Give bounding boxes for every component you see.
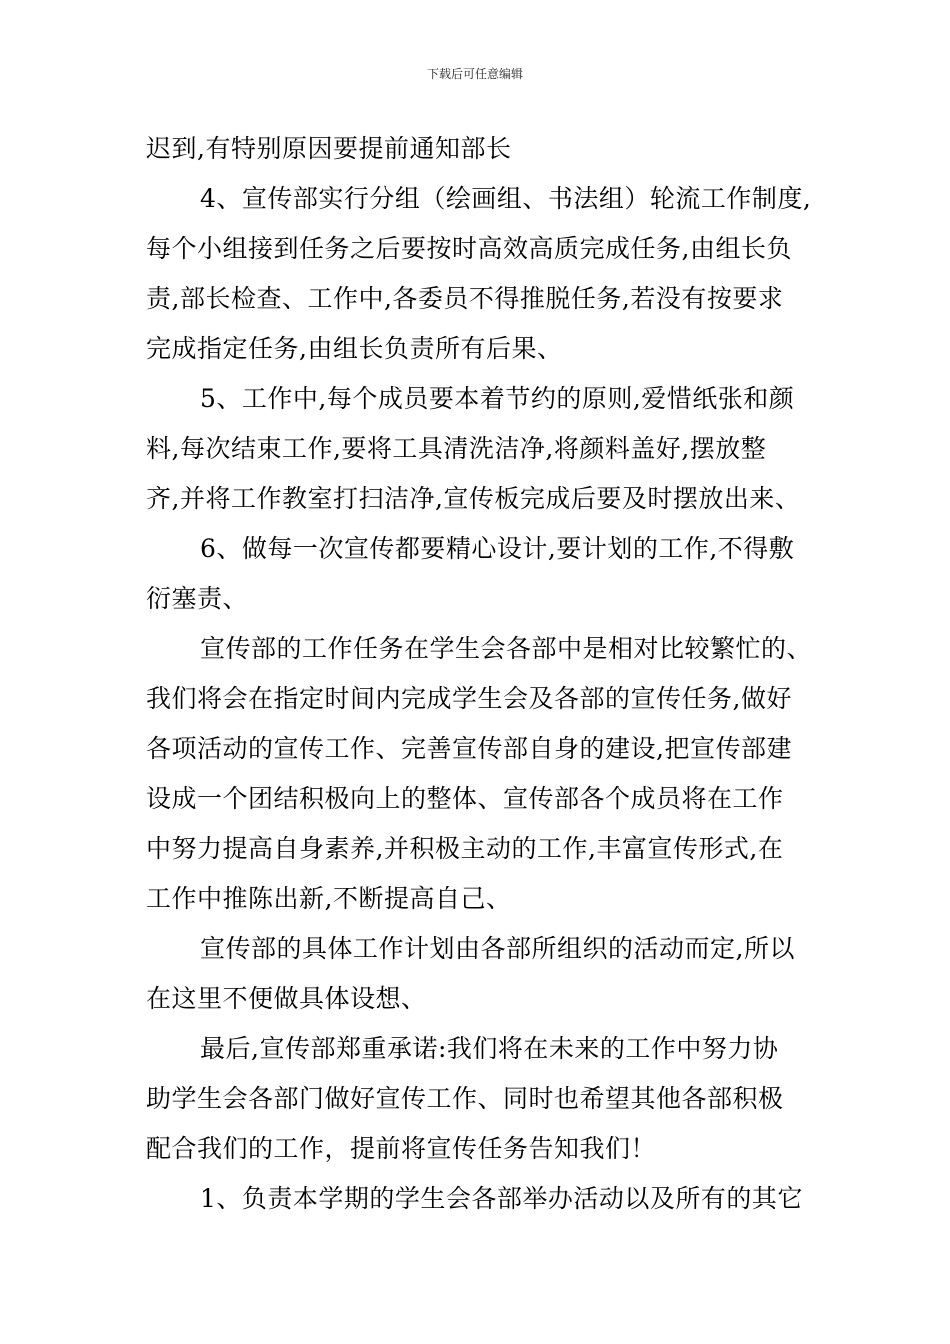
text-line: 助学生会各部门做好宣传工作、同时也希望其他各部积极 — [146, 1084, 784, 1113]
text-line: 迟到,有特别原因要提前通知部长 — [146, 134, 512, 163]
text-line: 我们将会在指定时间内完成学生会及各部的宣传任务,做好 — [146, 684, 792, 713]
text-line: 齐,并将工作教室打扫洁净,宣传板完成后要及时摆放出来、 — [146, 484, 801, 513]
text-line: 6、做每一次宣传都要精心设计,要计划的工作,不得敷 — [200, 534, 795, 563]
paragraph-6 — [146, 924, 816, 1024]
text-line: 料,每次结束工作,要将工具清洗洁净,将颜料盖好,摆放整 — [146, 434, 767, 463]
paragraph-5 — [146, 624, 816, 924]
text-line: 5、工作中,每个成员要本着节约的原则,爱惜纸张和颜 — [200, 384, 795, 413]
document-body — [146, 124, 816, 1224]
text-line: 责,部长检查、工作中,各委员不得推脱任务,若没有按要求 — [146, 284, 784, 313]
text-line: 完成指定任务,由组长负责所有后果、 — [146, 334, 563, 363]
text-line: 配合我们的工作，提前将宣传任务告知我们！ — [146, 1134, 657, 1163]
text-line: 设成一个团结积极向上的整体、宣传部各个成员将在工作 — [146, 784, 784, 813]
paragraph-1 — [146, 124, 816, 174]
text-line: 最后,宣传部郑重承诺:我们将在未来的工作中努力协 — [200, 1034, 779, 1063]
text-line: 4、宣传部实行分组（绘画组、书法组）轮流工作制度, — [200, 184, 812, 213]
text-line: 在这里不便做具体设想、 — [146, 984, 427, 1013]
text-line: 宣传部的工作任务在学生会各部中是相对比较繁忙的、 — [200, 634, 813, 663]
text-line: 衍塞责、 — [146, 584, 249, 613]
text-line: 中努力提高自身素养,并积极主动的工作,丰富宣传形式,在 — [146, 834, 784, 863]
text-line: 宣传部的具体工作计划由各部所组织的活动而定,所以 — [200, 934, 795, 963]
paragraph-3 — [146, 374, 816, 524]
paragraph-8 — [146, 1174, 816, 1224]
text-line: 1、负责本学期的学生会各部举办活动以及所有的其它 — [200, 1184, 803, 1213]
paragraph-4 — [146, 524, 816, 624]
text-line: 工作中推陈出新,不断提高自己、 — [146, 884, 512, 913]
text-line: 各项活动的宣传工作、完善宣传部自身的建设,把宣传部建 — [146, 734, 792, 763]
page-header: 下载后可任意编辑 — [426, 67, 523, 81]
paragraph-7 — [146, 1024, 816, 1174]
text-line: 每个小组接到任务之后要按时高效高质完成任务,由组长负 — [146, 234, 792, 263]
paragraph-2 — [146, 174, 816, 374]
